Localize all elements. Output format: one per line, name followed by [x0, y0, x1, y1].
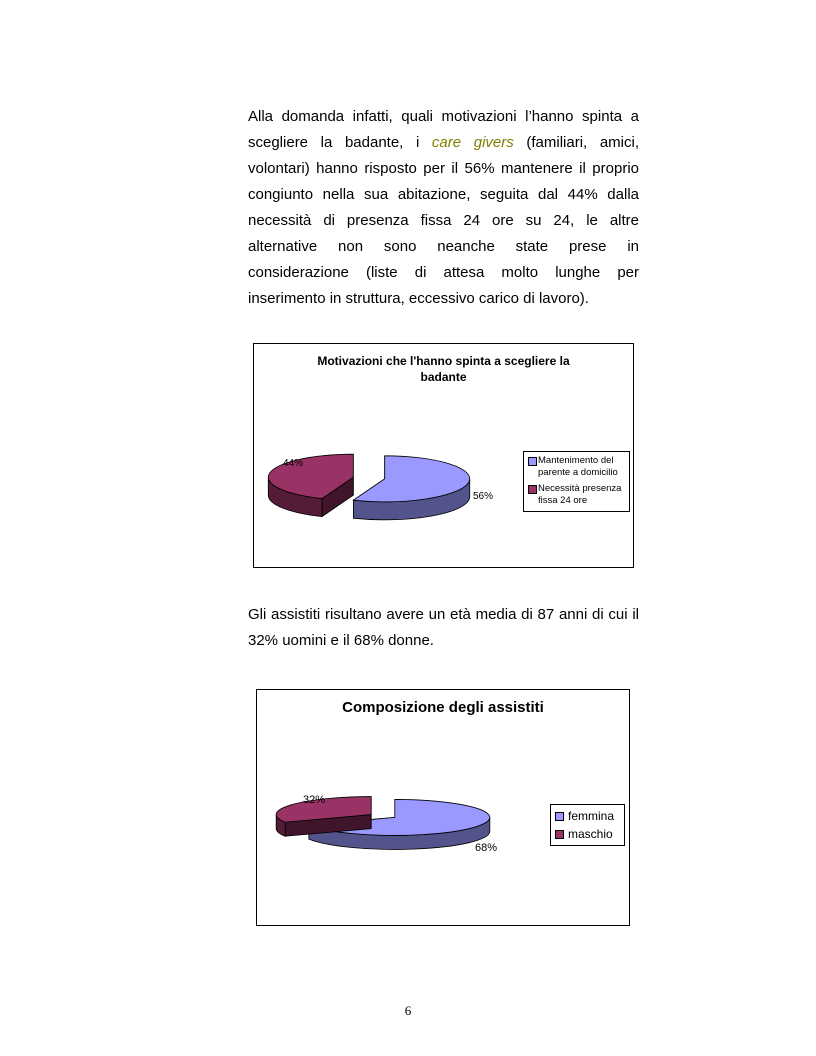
text-line	[248, 130, 639, 156]
legend-label: Mantenimento del parente a domicilio	[538, 455, 618, 478]
text-line	[248, 286, 639, 312]
text-run: volontari) hanno risposto per il 56% mantenere il proprio	[248, 160, 639, 177]
chart-title: Composizione degli assistiti	[342, 699, 544, 716]
chart-legend	[550, 804, 625, 846]
legend-label: maschio	[568, 827, 613, 841]
text-line	[248, 234, 639, 260]
data-label-mantenimento: 56%	[473, 491, 494, 502]
text-line	[248, 208, 639, 234]
text-run: alternative non sono neanche state prese in	[248, 238, 639, 255]
text-line	[248, 628, 639, 654]
chart-motivazioni	[253, 343, 634, 568]
chart-legend	[523, 451, 630, 512]
text-run: (familiari, amici,	[513, 134, 640, 151]
text-line	[248, 602, 639, 628]
chart-title: Motivazioni che l'hanno spinta a scegliere la badante	[317, 354, 570, 384]
page-number: 6	[404, 1003, 412, 1018]
text-run: necessità di presenza fissa 24 ore su 24, le altre	[248, 212, 639, 229]
legend-swatch	[528, 457, 537, 466]
data-label-femmina: 68%	[475, 842, 498, 854]
legend-swatch	[555, 812, 564, 821]
text-run: considerazione (liste di attesa molto lunghe per	[248, 264, 639, 281]
text-run: scegliere la badante, i	[248, 134, 432, 151]
text-run: congiunto nella sua abitazione, seguita dal 44% dalla	[248, 186, 639, 203]
legend-swatch	[528, 485, 537, 494]
paragraph-assistiti	[248, 602, 639, 654]
data-label-necessita: 44%	[283, 458, 304, 469]
data-label-maschio: 32%	[303, 794, 326, 806]
legend-label: Necessità presenza fissa 24 ore	[538, 483, 622, 506]
text-run: 32% uomini e il 68% donne.	[248, 632, 434, 649]
text-run: inserimento in struttura, eccessivo carico di lavoro).	[248, 290, 589, 307]
text-line	[248, 260, 639, 286]
text-run: Gli assistiti risultano avere un età media di 87 anni di cui il	[248, 606, 639, 623]
chart-composizione	[256, 689, 630, 926]
legend-label: femmina	[568, 809, 615, 823]
emphasis-text: care givers	[431, 134, 514, 151]
paragraph-motivazioni	[248, 104, 639, 312]
text-run: Alla domanda infatti, quali motivazioni l’hanno spinta a	[248, 108, 639, 125]
legend-swatch	[555, 830, 564, 839]
text-line	[248, 182, 639, 208]
text-line	[248, 104, 639, 130]
text-line	[248, 156, 639, 182]
